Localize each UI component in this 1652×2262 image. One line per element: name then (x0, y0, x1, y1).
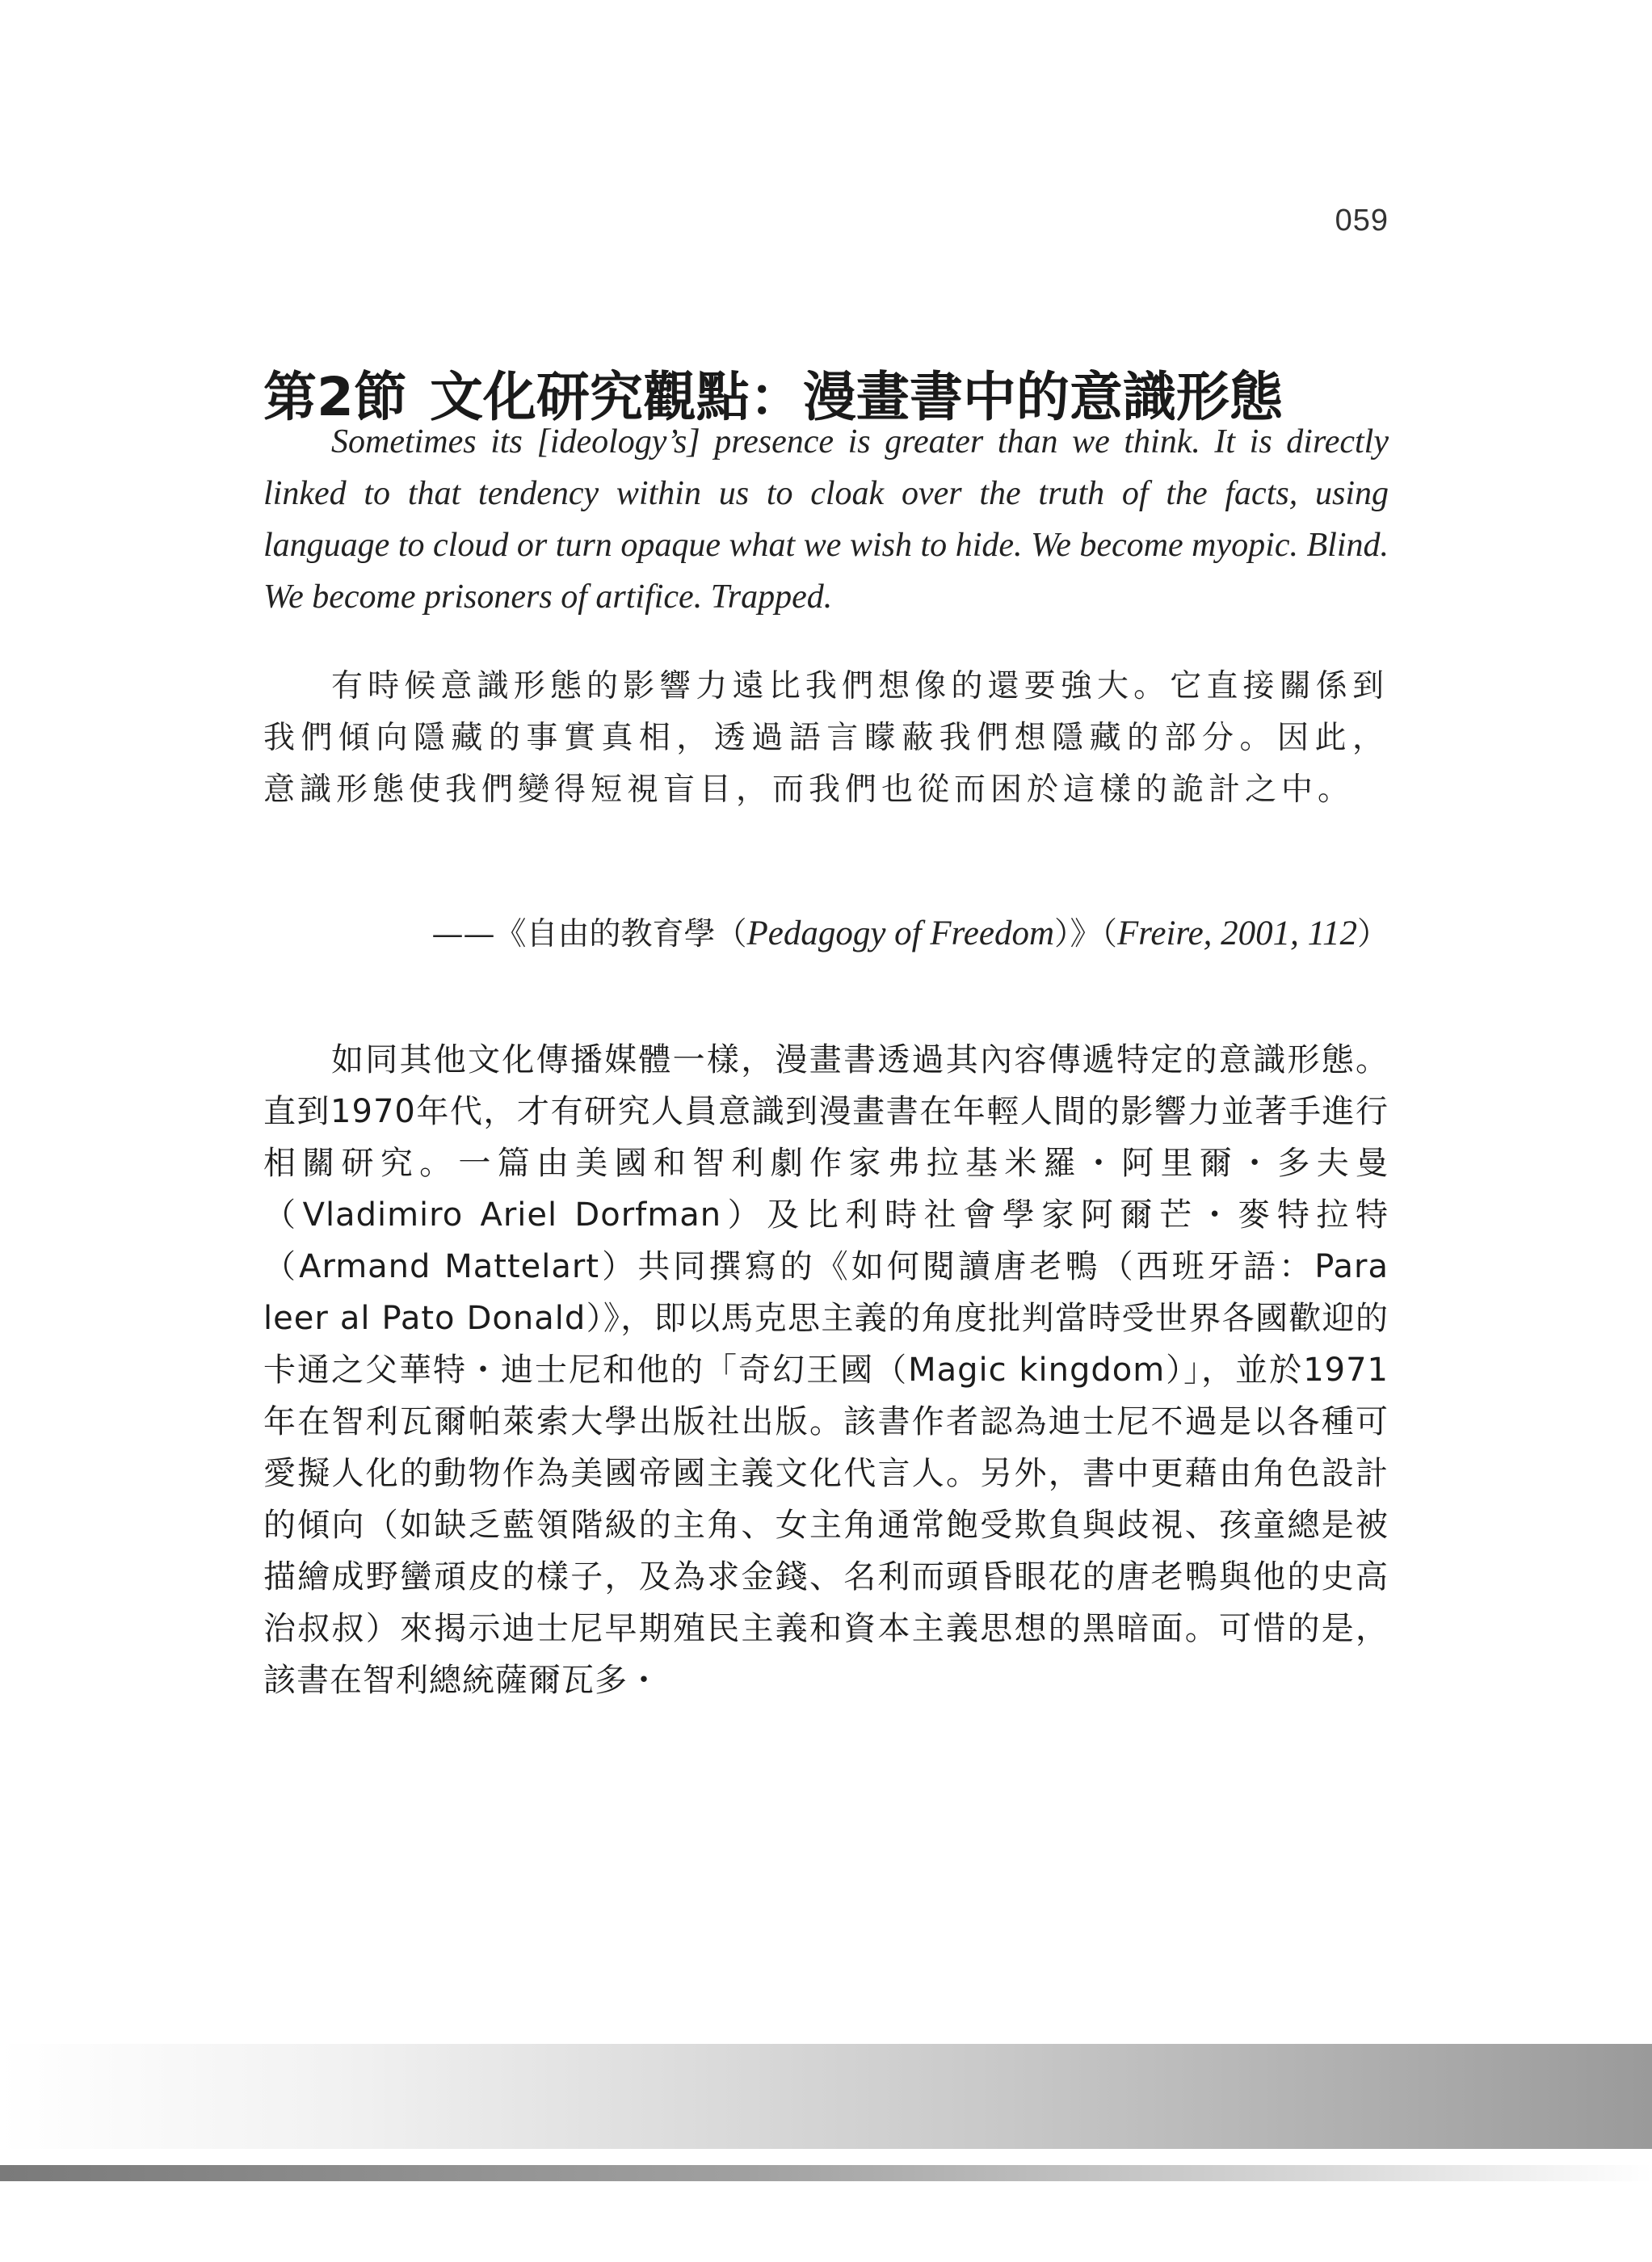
section-heading: 文化研究觀點：漫畫書中的意識形態 (429, 366, 1283, 429)
attribution-suffix: ） (1356, 916, 1389, 952)
epigraph-english: Sometimes its [ideology’s] presence is greater than we think. It is directly linked to that tendency within us to cloak over the truth of the facts, using language to cloud or turn opaque what we wish to hide. We become myopic. Blind. We become prisoners of artifice. Trapped. (263, 423, 1389, 616)
attribution-citation: Freire, 2001, 112 (1117, 914, 1357, 952)
attribution-prefix: ——《自由的教育學（ (431, 916, 747, 952)
epigraph-chinese: 有時候意識形態的影響力遠比我們想像的還要強大。它直接關係到我們傾向隱藏的事實真相，透過語言矇蔽我們想隱藏的部分。因此，意識形態使我們變得短視盲目，而我們也從而困於這樣的詭計之中。 (263, 668, 1389, 808)
footer-gradient-line (0, 2165, 1652, 2181)
attribution-middle: ）》（ (1054, 916, 1118, 952)
section-number: 第2節 (263, 366, 407, 429)
epigraph-attribution (431, 908, 1389, 961)
page-number: 059 (1335, 204, 1389, 238)
body-paragraph: 如同其他文化傳播媒體一樣，漫畫書透過其內容傳遞特定的意識形態。直到1970年代，才有研究人員意識到漫畫書在年輕人間的影響力並著手進行相關研究。一篇由美國和智利劇作家弗拉基米羅・阿里爾・多夫曼（Vladimiro Ariel Dorfman）及比利時社會學家阿爾芒・麥特拉特（Armand Mattelart）共同撰寫的《如何閱讀唐老鴨（西班牙語：Para leer al Pato Donald）》，即以馬克思主義的角度批判當時受世界各國歡迎的卡通之父華特・迪士尼和他的「奇幻王國（Magic kingdom）」，並於1971年在智利瓦爾帕萊索大學出版社出版。該書作者認為迪士尼不過是以各種可愛擬人化的動物作為美國帝國主義文化代言人。另外，書中更藉由角色設計的傾向（如缺乏藍領階級的主角、女主角通常飽受欺負與歧視、孩童總是被描繪成野蠻頑皮的樣子，及為求金錢、名利而頭昏眼花的唐老鴨與他的史高治叔叔）來揭示迪士尼早期殖民主義和資本主義思想的黑暗面。可惜的是，該書在智利總統薩爾瓦多・ (263, 1041, 1389, 1699)
attribution-english-title: Pedagogy of Freedom (746, 914, 1054, 952)
footer-gradient-band (0, 2044, 1652, 2149)
